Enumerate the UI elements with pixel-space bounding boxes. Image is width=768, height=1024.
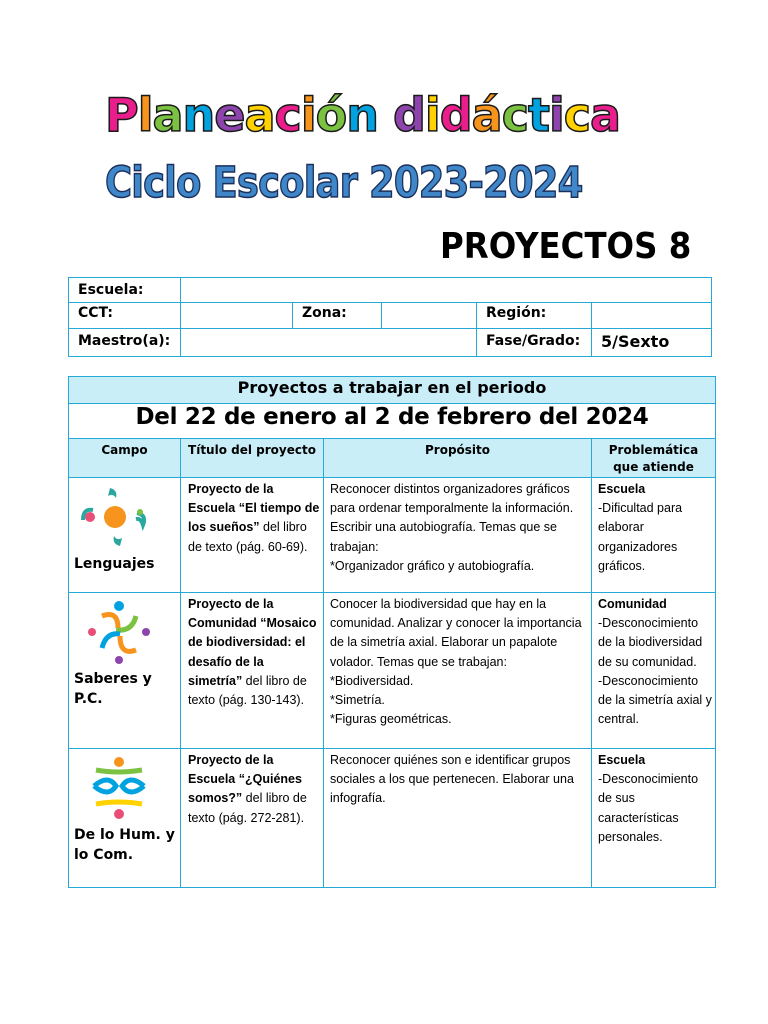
campo-label: Saberes y P.C.: [74, 671, 152, 707]
saberes-icon: [84, 598, 154, 668]
escuela-label: Escuela:: [78, 282, 144, 298]
project-heading: PROYECTOS 8: [440, 226, 692, 267]
col-proposito: Propósito: [424, 443, 491, 457]
project-problem: Escuela -Dificultad para elaborar organizadores gráficos.: [598, 482, 683, 573]
zona-field[interactable]: [381, 302, 477, 329]
region-label: Región:: [486, 305, 547, 321]
campo-label: De lo Hum. y lo Com.: [74, 827, 175, 863]
region-field[interactable]: [591, 302, 712, 329]
escuela-field[interactable]: [180, 277, 712, 303]
cct-label: CCT:: [78, 305, 113, 321]
lenguajes-icon: [80, 482, 150, 552]
project-title: Proyecto de la Comunidad “Mosaico de biodiversidad: el desafío de la simetría” del libro de texto (pág. 130-143).: [188, 597, 317, 708]
page-title: Planeación didáctica: [105, 88, 621, 142]
col-titulo: Título del proyecto: [188, 443, 316, 457]
col-problematica: Problemática que atiende: [608, 443, 699, 474]
table-caption: Proyectos a trabajar en el periodo: [237, 378, 547, 397]
project-purpose: Conocer la biodiversidad que hay en la comunidad. Analizar y conocer la importancia de la simetría axial. Elaborar un papalote volador. Temas que se trabajan: *Biodiversidad. *Simetría. *Figuras geométricas.: [330, 597, 582, 727]
project-problem: Comunidad -Desconocimiento de la biodiversidad de su comunidad. -Desconocimiento de la simetría axial y central.: [598, 597, 712, 727]
col-campo: Campo: [101, 443, 148, 457]
project-purpose: Reconocer quiénes son e identificar grupos sociales a los que pertenecen. Elaborar una infografía.: [330, 753, 574, 806]
project-title: Proyecto de la Escuela “¿Quiénes somos?” del libro de texto (pág. 272-281).: [188, 753, 307, 825]
campo-label: Lenguajes: [74, 556, 155, 572]
project-problem: Escuela -Desconocimiento de sus características personales.: [598, 753, 699, 844]
zona-label: Zona:: [302, 305, 347, 321]
cct-field[interactable]: [180, 302, 293, 329]
maestro-field[interactable]: [180, 328, 477, 357]
fase-value: 5/Sexto: [601, 332, 670, 351]
project-purpose: Reconocer distintos organizadores gráficos para ordenar temporalmente la información. Escribir una autobiografía. Temas que se trabajan: *Organizador gráfico y autobiografía.: [330, 482, 574, 573]
maestro-label: Maestro(a):: [78, 333, 171, 349]
fase-label: Fase/Grado:: [486, 333, 581, 349]
humano-icon: [86, 754, 152, 820]
project-title: Proyecto de la Escuela “El tiempo de los sueños” del libro de texto (pág. 60-69).: [188, 482, 320, 554]
period-heading: Del 22 de enero al 2 de febrero del 2024: [135, 404, 649, 430]
school-cycle-subtitle: Ciclo Escolar 2023-2024: [105, 158, 583, 208]
